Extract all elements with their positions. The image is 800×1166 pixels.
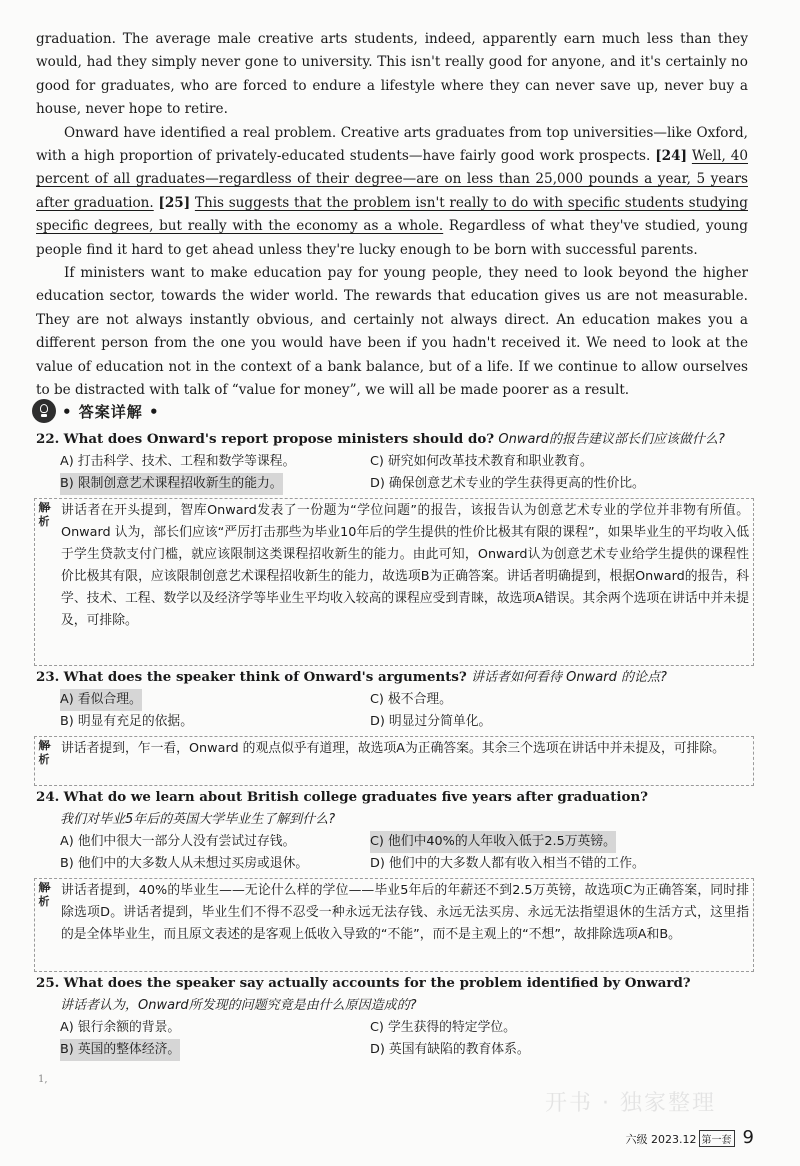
question-25-cn: 讲话者认为，Onward所发现的问题究竟是由什么原因造成的? <box>60 998 417 1013</box>
option-c: C) 研究如何改革技术教育和职业教育。 <box>370 454 593 469</box>
underlined-sentence-25: This suggests that the problem isn't really to do with specific students studying specific degrees, but really with the economy as a whole. <box>36 194 748 235</box>
page-footer <box>626 1127 754 1148</box>
option-b: B) 明显有充足的依据。 <box>60 714 194 729</box>
question-23: 23. What does the speaker think of Onward's arguments? 讲话者如何看待 Onward 的论点? A) 看似合理。 C) 极不合理。 B) 明显有充足的依据。 D) 明显过分简单化。 <box>36 666 756 733</box>
option-c: C) 学生获得的特定学位。 <box>370 1020 516 1035</box>
option-c-correct: C) 他们中40%的人年收入低于2.5万英镑。 <box>370 831 616 853</box>
page-number: 9 <box>742 1127 754 1148</box>
question-23-en: What does the speaker think of Onward's arguments? <box>63 669 467 685</box>
option-a: A) 他们中很大一部分人没有尝试过存钱。 <box>60 834 296 849</box>
answers-title: • 答案详解 • <box>62 402 160 421</box>
explanation-22: 解析 ✦ 讲话者在开头提到，智库Onward发表了一份题为“学位问题”的报告，该报告认为创意艺术专业的学位并非物有所值。Onward 认为，部长们应该“严厉打击那些为毕业10年后的学生提供的性价比极其有限的课程”，如果毕业生的平均收入低于学生贷款支付门槛，就应该限制这类课程招收新生的能力。由此可知，Onward认为创意艺术专业给学生提供的课程性价比极其有限，应该限制创意艺术课程招收新生的能力，故选项B为正确答案。讲话者明确提到，根据Onward的报告，科学、技术、工程、数学以及经济学等毕业生平均收入较高的课程应受到青睐，故选项A错误。其余两个选项在讲话中并未提及，可排除。 <box>34 498 754 666</box>
options-24 <box>60 831 756 875</box>
option-d: D) 他们中的大多数人都有收入相当不错的工作。 <box>370 856 645 871</box>
marker-25: [25] <box>158 194 191 211</box>
options-22 <box>60 451 756 495</box>
paragraph-3: If ministers want to make education pay for young people, they need to look beyond the higher education sector, towards the wider world. The rewards that education gives us are not measurable. They are not always instantly obvious, and certainly not always direct. An education makes you a different person from the one you would have been if you hadn't received it. We need to look at the value of education not in the context of a bank balance, but of a life. If we continue to allow ourselves to be distracted with talk of “value for money”, we will all be made poorer as a result. <box>36 265 748 399</box>
passage-text <box>36 28 748 403</box>
option-b: B) 他们中的大多数人从未想过买房或退休。 <box>60 856 309 871</box>
exam-level: 六级 2023.12 <box>625 1133 697 1146</box>
watermark: 开书 · 独家整理 <box>545 1091 716 1116</box>
paragraph-2: Onward have identified a real problem. Creative arts graduates from top universities—like Oxford, with a high proportion of privately-educated students—have fairly good work prospects. [24] Well, 40 percent of all graduates—regardless of their degree—are on less than 25,000 pounds a year, 5 years after graduation. [25] This suggests that the problem isn't really to do with specific students studying specific degrees, but really with the economy as a whole. Regardless of what they've studied, young people find it hard to get ahead unless they're lucky enough to be born with successful parents. <box>36 124 748 258</box>
question-24-en: What do we learn about British college graduates five years after graduation? <box>63 789 649 805</box>
options-25 <box>60 1017 756 1061</box>
explanation-label: 解析 ✦ <box>34 501 54 529</box>
question-25-en: What does the speaker say actually accounts for the problem identified by Onward? <box>63 975 691 991</box>
question-22-cn: Onward的报告建议部长们应该做什么? <box>498 432 725 447</box>
underlined-sentence-24: Well, 40 percent of all graduates—regardless of their degree—are on less than 25,000 pounds a year, 5 years after graduation. <box>36 148 748 211</box>
question-22-en: What does Onward's report propose ministers should do? <box>63 431 495 447</box>
marker-24: [24] <box>655 148 688 165</box>
answers-header <box>32 398 160 424</box>
option-a: A) 打击科学、技术、工程和数学等课程。 <box>60 454 296 469</box>
lightbulb-icon <box>32 399 56 423</box>
question-24-cn: 我们对毕业5年后的英国大学毕业生了解到什么? <box>60 812 336 827</box>
question-23-cn: 讲话者如何看待 Onward 的论点? <box>471 670 667 685</box>
paragraph-1: graduation. The average male creative arts students, indeed, apparently earn much less than they would, had they simply never gone to university. This isn't really good for anyone, and it's certainly no good for graduates, who are forced to endure a lifestyle where they can never save up, never buy a house, never hope to retire. <box>36 31 748 118</box>
exam-set: 第一套 <box>699 1130 735 1147</box>
explanation-24: 解析 ✦ 讲话者提到，40%的毕业生——无论什么样的学位——毕业5年后的年薪还不到2.5万英镑，故选项C为正确答案，同时排除选项D。讲话者提到，毕业生们不得不忍受一种永远无法存钱、永远无法买房、永远无法指望退休的生活方式，这里指的是全体毕业生，而且原文表述的是客观上低收入导致的“不能”，而不是主观上的“不想”，故排除选项A和B。 <box>34 878 754 972</box>
options-23 <box>60 689 756 733</box>
question-22: 22. What does Onward's report propose ministers should do? Onward的报告建议部长们应该做什么? A) 打击科学、技术、工程和数学等课程。 C) 研究如何改革技术教育和职业教育。 B) 限制创意艺术课程招收新生的能力。 D) 确保创意艺术专业的学生获得更高的性价比。 <box>36 428 756 495</box>
question-25: 25. What does the speaker say actually accounts for the problem identified by Onward? 讲话者认为，Onward所发现的问题究竟是由什么原因造成的? A) 银行余额的背景。 C) 学生获得的特定学位。 B) 英国的整体经济。 D) 英国有缺陷的教育体系。 <box>36 972 756 1061</box>
margin-mark: 1, <box>38 1074 48 1085</box>
option-c: C) 极不合理。 <box>370 692 452 707</box>
option-d: D) 明显过分简单化。 <box>370 714 492 729</box>
option-a: A) 银行余额的背景。 <box>60 1020 181 1035</box>
option-d: D) 确保创意艺术专业的学生获得更高的性价比。 <box>370 476 645 491</box>
option-b-correct: B) 限制创意艺术课程招收新生的能力。 <box>60 473 283 495</box>
option-d: D) 英国有缺陷的教育体系。 <box>370 1042 530 1057</box>
explanation-23: 解析 ✦ 讲话者提到，乍一看，Onward 的观点似乎有道理，故选项A为正确答案。其余三个选项在讲话中并未提及，可排除。 <box>34 736 754 786</box>
option-b-correct: B) 英国的整体经济。 <box>60 1039 180 1061</box>
option-a-correct: A) 看似合理。 <box>60 689 142 711</box>
question-24: 24. What do we learn about British college graduates five years after graduation? 我们对毕业5年后的英国大学毕业生了解到什么? A) 他们中很大一部分人没有尝试过存钱。 C) 他们中40%的人年收入低于2.5万英镑。 B) 他们中的大多数人从未想过买房或退休。 D) 他们中的大多数人都有收入相当不错的工作。 <box>36 786 756 875</box>
